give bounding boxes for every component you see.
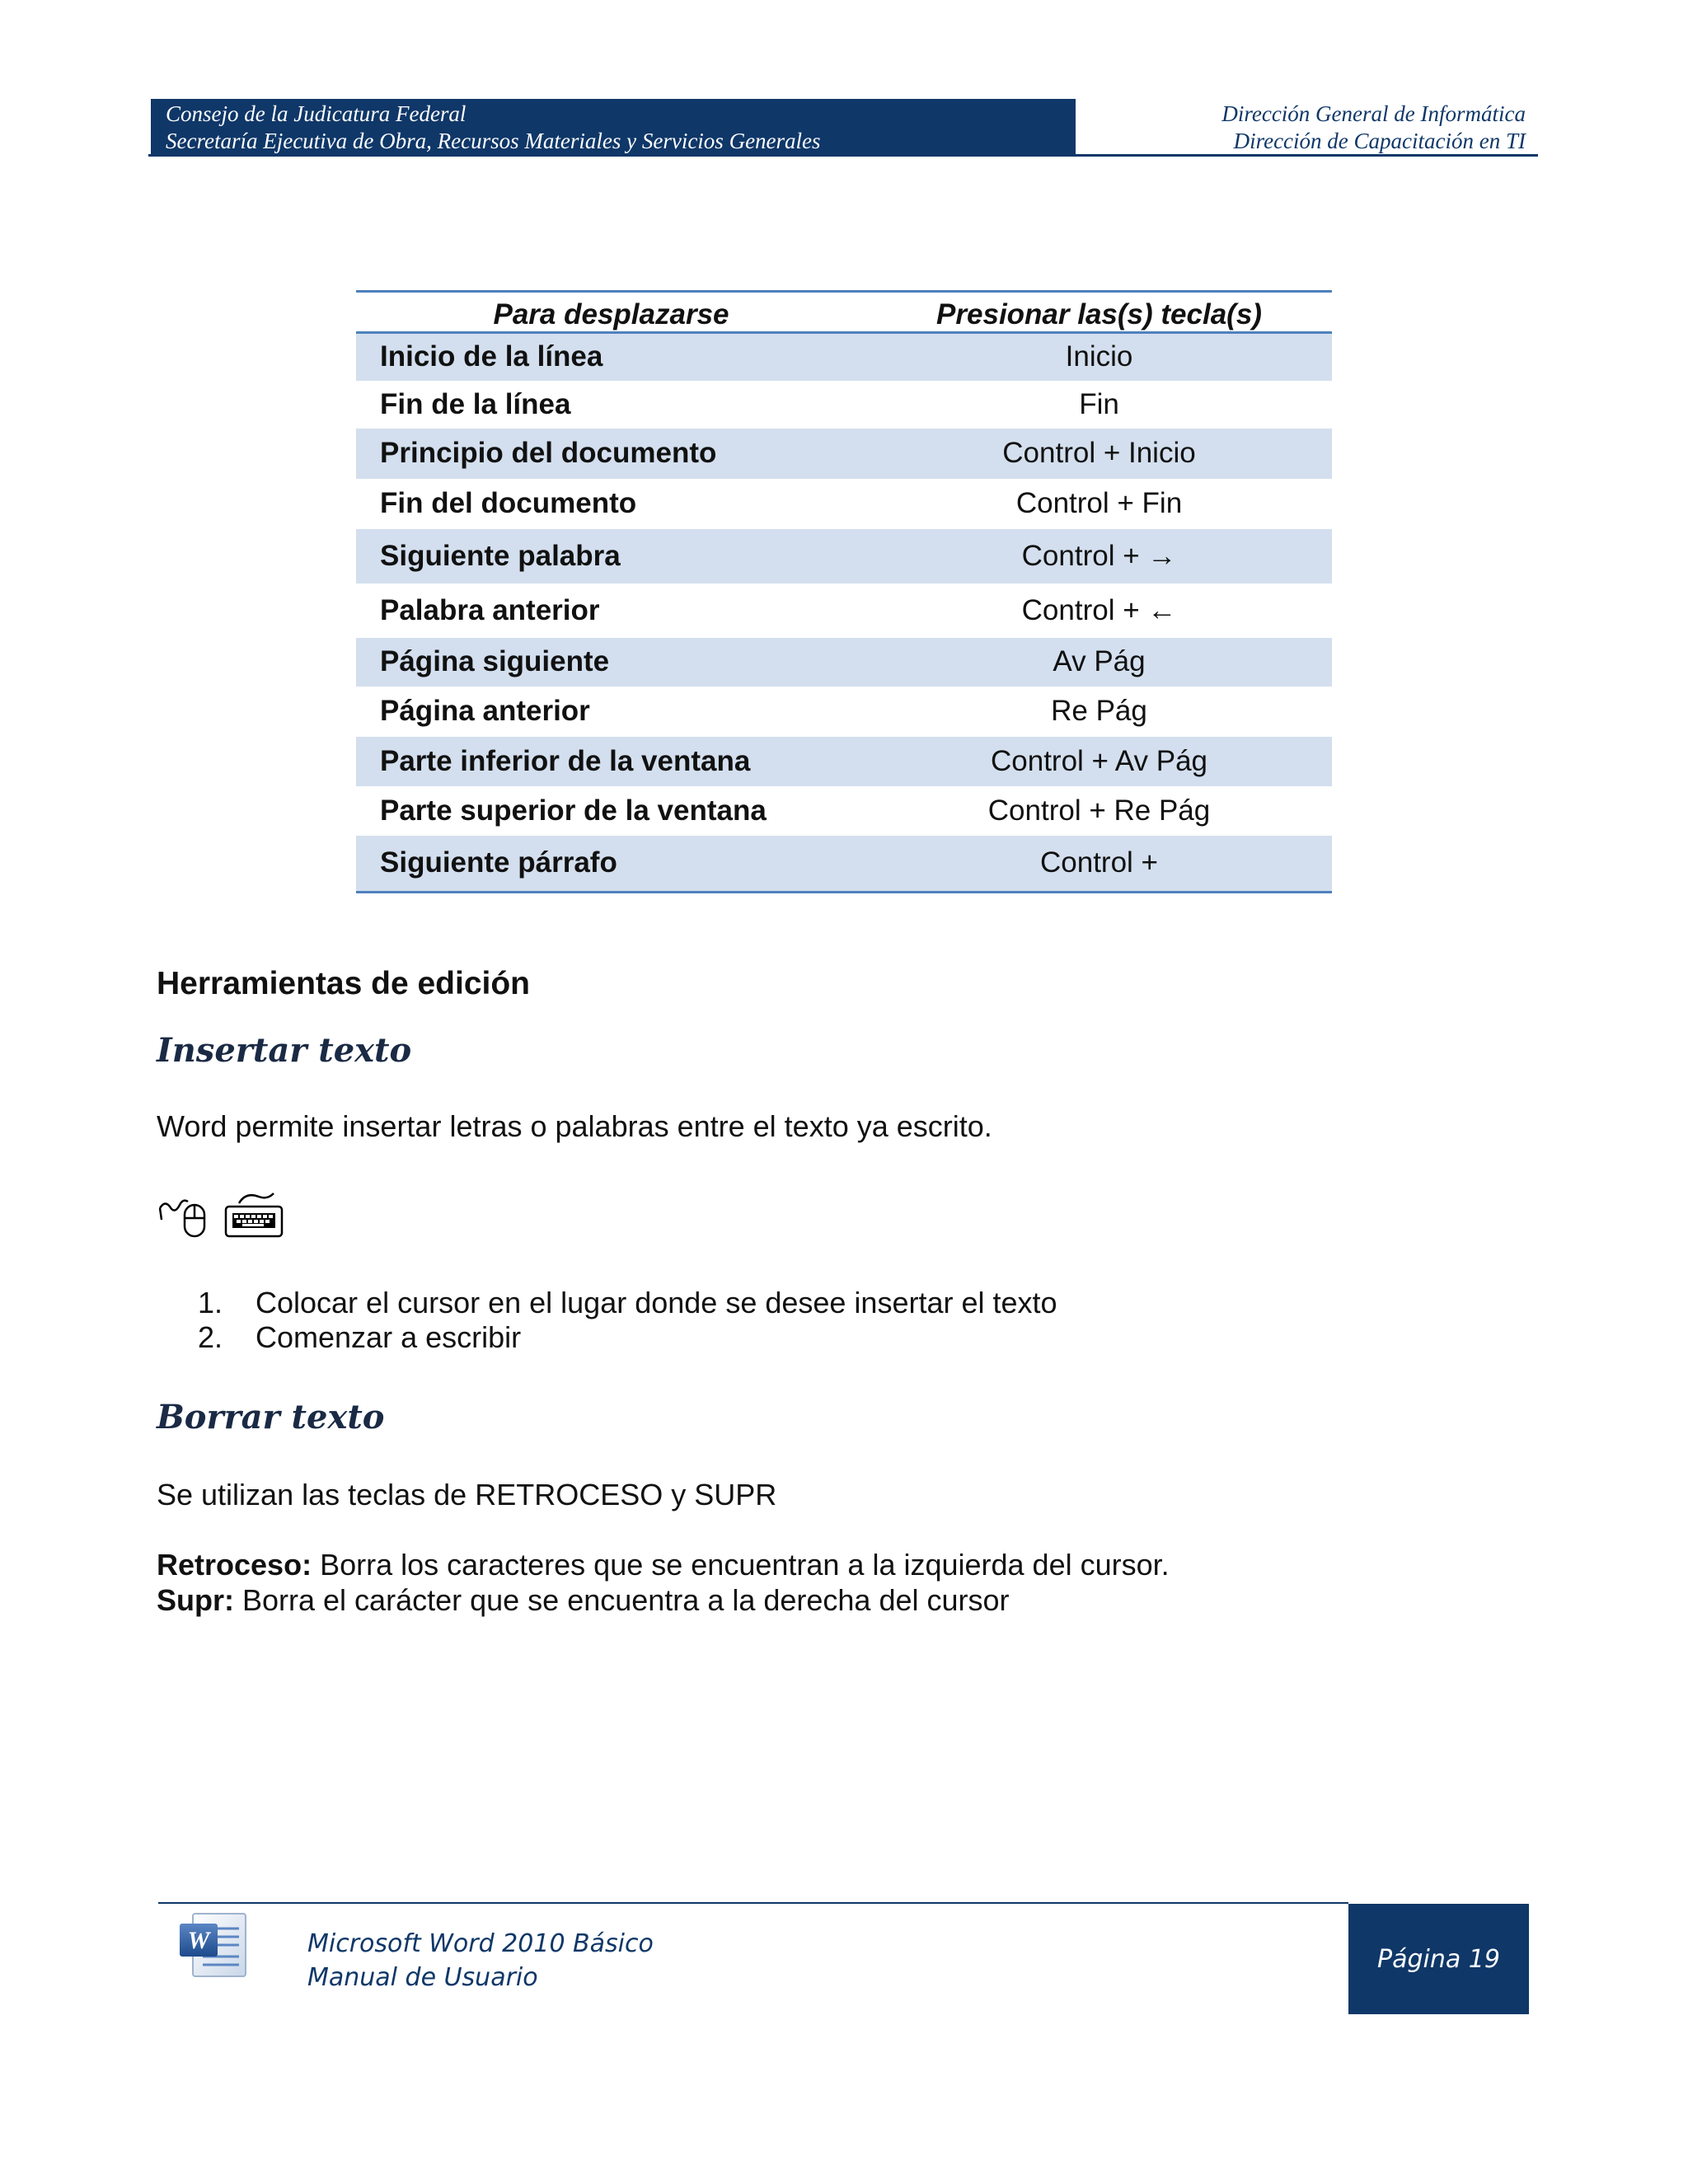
step-number: 1. bbox=[198, 1286, 223, 1319]
row-action: Fin de la línea bbox=[380, 387, 571, 420]
table-row bbox=[356, 836, 1332, 893]
insert-steps-list bbox=[198, 1286, 1057, 1355]
retroceso-label: Retroceso: bbox=[157, 1548, 312, 1582]
row-keys: Inicio bbox=[866, 333, 1332, 381]
delete-text-heading: Borrar texto bbox=[157, 1398, 385, 1436]
header-right-block bbox=[1221, 101, 1526, 155]
header-left-banner bbox=[151, 99, 1076, 155]
row-keys: Control + → bbox=[866, 529, 1332, 583]
supr-label: Supr: bbox=[157, 1583, 234, 1617]
row-action: Fin del documento bbox=[380, 487, 637, 519]
page-number-box bbox=[1348, 1904, 1529, 2014]
table-header-keys: Presionar las(s) tecla(s) bbox=[936, 298, 1262, 330]
step-text: Comenzar a escribir bbox=[256, 1320, 522, 1354]
step-text: Colocar el cursor en el lugar donde se desee insertar el texto bbox=[256, 1286, 1057, 1319]
table-row bbox=[356, 381, 1332, 429]
list-item bbox=[198, 1286, 1057, 1320]
mouse-icon bbox=[160, 1201, 204, 1236]
table-row bbox=[356, 479, 1332, 529]
page-number: Página 19 bbox=[1377, 1944, 1500, 1974]
retroceso-text: Borra los caracteres que se encuentran a la izquierda del cursor. bbox=[312, 1548, 1170, 1582]
header-divider bbox=[148, 154, 1538, 157]
table-row bbox=[356, 638, 1332, 687]
row-action: Siguiente párrafo bbox=[356, 836, 866, 893]
header-department: Dirección de Capacitación en TI bbox=[1233, 129, 1526, 153]
row-keys: Control + bbox=[866, 836, 1332, 893]
footer-course-title: Microsoft Word 2010 Básico bbox=[307, 1929, 654, 1958]
table-row bbox=[356, 583, 1332, 638]
row-keys: Control + Av Pág bbox=[866, 737, 1332, 786]
footer-manual-label: Manual de Usuario bbox=[307, 1963, 538, 1992]
step-number: 2. bbox=[198, 1320, 223, 1354]
footer-divider bbox=[158, 1902, 1348, 1904]
row-keys: Control + Re Pág bbox=[987, 794, 1211, 827]
table-row bbox=[356, 786, 1332, 836]
word-logo-icon bbox=[175, 1910, 251, 1981]
table-row bbox=[356, 529, 1332, 583]
shortcut-table bbox=[356, 290, 1332, 893]
table-row bbox=[356, 687, 1332, 737]
header-secretariat: Secretaría Ejecutiva de Obra, Recursos Materiales y Servicios Generales bbox=[166, 129, 821, 153]
supr-text: Borra el carácter que se encuentra a la derecha del cursor bbox=[234, 1583, 1010, 1617]
row-keys: Control + Inicio bbox=[866, 429, 1332, 479]
list-item bbox=[198, 1320, 1057, 1355]
supr-description bbox=[157, 1582, 1010, 1618]
row-keys: Control + Fin bbox=[1015, 487, 1183, 519]
table-header-row bbox=[356, 292, 1332, 333]
row-action: Parte superior de la ventana bbox=[380, 794, 767, 827]
header-institution: Consejo de la Judicatura Federal bbox=[166, 101, 467, 126]
row-action: Página siguiente bbox=[356, 638, 866, 687]
row-keys: Re Pág bbox=[1051, 695, 1147, 727]
svg-text:W: W bbox=[187, 1927, 210, 1954]
retroceso-description bbox=[157, 1547, 1170, 1582]
row-action: Inicio de la línea bbox=[356, 333, 866, 381]
keyboard-icon bbox=[226, 1193, 282, 1236]
row-keys: Control + ← bbox=[1021, 593, 1177, 626]
row-action: Palabra anterior bbox=[380, 593, 600, 626]
row-action: Página anterior bbox=[380, 695, 590, 727]
table-row bbox=[356, 737, 1332, 786]
row-action: Parte inferior de la ventana bbox=[356, 737, 866, 786]
footer-title-block bbox=[307, 1927, 654, 1994]
insert-text-intro: Word permite insertar letras o palabras entre el texto ya escrito. bbox=[157, 1109, 992, 1143]
row-action: Principio del documento bbox=[356, 429, 866, 479]
insert-text-heading: Insertar texto bbox=[157, 1031, 412, 1070]
section-heading: Herramientas de edición bbox=[157, 966, 530, 1001]
table-header-move: Para desplazarse bbox=[493, 298, 729, 330]
table-row bbox=[356, 333, 1332, 381]
table-row bbox=[356, 429, 1332, 479]
row-keys: Fin bbox=[1079, 387, 1119, 420]
input-device-icons bbox=[157, 1187, 288, 1244]
header-direction: Dirección General de Informática bbox=[1221, 101, 1526, 126]
delete-text-intro: Se utilizan las teclas de RETROCESO y SUPR bbox=[157, 1478, 777, 1511]
row-keys: Av Pág bbox=[866, 638, 1332, 687]
row-action: Siguiente palabra bbox=[356, 529, 866, 583]
